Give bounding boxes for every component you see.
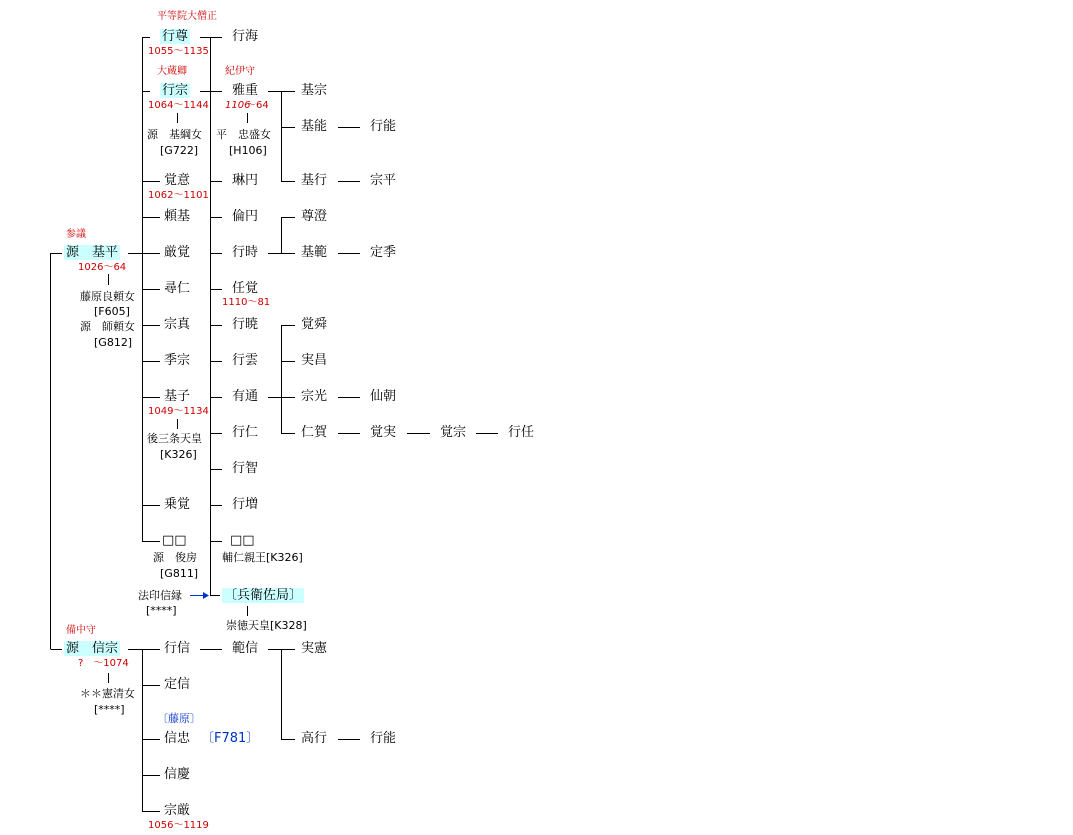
person-motomune[interactable]: 基宗	[301, 83, 328, 98]
spouse-hyoe: 崇徳天皇[K328]	[226, 619, 307, 632]
arrow-icon	[190, 592, 209, 599]
person-norinobu[interactable]: 範信	[232, 641, 259, 656]
person-gyouson[interactable]: 行尊	[162, 29, 189, 44]
nobumune-title: 備中守	[66, 625, 96, 636]
person-motoko[interactable]: 基子	[164, 389, 191, 404]
person-nobuyoshi[interactable]: 信慶	[164, 767, 191, 782]
nobutada-clan: 〔藤原〕	[157, 712, 201, 725]
spouse-motohira-2: 源 師頼女	[80, 320, 135, 333]
person-yukitoki[interactable]: 行時	[232, 245, 259, 260]
motohira-title: 参議	[66, 229, 86, 240]
person-kakujitsu[interactable]: 覚実	[370, 425, 397, 440]
masashige-dates-a: 1106	[225, 100, 251, 111]
person-joukaku[interactable]: 乗覚	[164, 497, 191, 512]
spouse-masashige: 平 忠盛女	[216, 128, 271, 141]
person-munehira[interactable]: 宗平	[370, 173, 397, 188]
person-jinnin[interactable]: 尋仁	[164, 281, 191, 296]
person-gyouchi[interactable]: 行智	[232, 461, 259, 476]
nobumune-dates: ? 〜1074	[78, 658, 129, 669]
person-ninkaku[interactable]: 任覚	[232, 281, 259, 296]
person-masashige[interactable]: 雅重	[232, 83, 259, 98]
person-raiki[interactable]: 頼基	[164, 209, 191, 224]
yukimune-title: 大蔵卿	[157, 66, 187, 77]
person-unknown2[interactable]: □□	[230, 533, 255, 548]
person-gyouzou[interactable]: 行増	[232, 497, 259, 512]
person-gyoukai[interactable]: 行海	[232, 29, 259, 44]
person-kakushun[interactable]: 覚舜	[301, 317, 328, 332]
person-munemitsu[interactable]: 宗光	[301, 389, 328, 404]
person-sonchou[interactable]: 尊澄	[301, 209, 328, 224]
person-nobutada[interactable]: 信忠	[164, 731, 191, 746]
spouse-ref: [G722]	[160, 144, 199, 157]
person-yukinobu[interactable]: 行信	[164, 641, 191, 656]
person-aritsu[interactable]: 有通	[232, 389, 259, 404]
motoko-dates: 1049〜1134	[148, 406, 209, 417]
person-takayuki[interactable]: 高行	[301, 731, 328, 746]
person-rinen[interactable]: 琳円	[232, 173, 259, 188]
person-gyougyou[interactable]: 行暁	[232, 317, 259, 332]
person-hyoe[interactable]: 〔兵衛佐局〕	[224, 588, 303, 603]
person-gyounou1[interactable]: 行能	[370, 119, 397, 134]
person-ninga[interactable]: 仁賀	[301, 425, 328, 440]
person-soushin[interactable]: 宗真	[164, 317, 191, 332]
person-gyounou2[interactable]: 行能	[370, 731, 397, 746]
houin-ref: [****]	[146, 604, 177, 617]
spouse-unknown2: 輔仁親王[K326]	[222, 551, 303, 564]
motohira-dates: 1026〜64	[78, 262, 127, 273]
person-gyounin2[interactable]: 行任	[508, 425, 535, 440]
spouse-ref: [G811]	[160, 567, 199, 580]
person-motoyoshi[interactable]: 基能	[301, 119, 328, 134]
person-kisou[interactable]: 季宗	[164, 353, 191, 368]
person-rinen2[interactable]: 倫円	[232, 209, 259, 224]
spouse-motohira-1: 藤原良頼女	[80, 290, 135, 303]
person-motonori[interactable]: 基範	[301, 245, 328, 260]
spouse-unknown1: 源 俊房	[153, 551, 197, 564]
person-sentyou[interactable]: 仙朝	[370, 389, 397, 404]
person-jitsuken[interactable]: 実憲	[301, 641, 328, 656]
person-motoyuki[interactable]: 基行	[301, 173, 328, 188]
masashige-dates-b: 〜64	[246, 100, 269, 111]
person-gyounin[interactable]: 行仁	[232, 425, 259, 440]
person-motohira[interactable]: 源 基平	[66, 245, 119, 260]
spouse-ref: [F605]	[94, 305, 130, 318]
person-jisshou[interactable]: 実昌	[301, 353, 328, 368]
gyouson-title: 平等院大僧正	[157, 11, 217, 22]
nobutada-ref-link[interactable]: 〔F781〕	[201, 731, 260, 746]
spouse-ref: [H106]	[229, 144, 267, 157]
spouse-ref: [G812]	[94, 336, 133, 349]
person-sadanobu[interactable]: 定信	[164, 677, 191, 692]
gyouson-dates: 1055〜1135	[148, 46, 209, 57]
spouse-yukimune: 源 基綱女	[147, 128, 202, 141]
person-kakui[interactable]: 覚意	[164, 173, 191, 188]
person-houin[interactable]: 法印信縁	[138, 589, 182, 602]
masashige-title: 紀伊守	[225, 66, 255, 77]
spouse-ref: [K326]	[160, 448, 197, 461]
spouse-ref: [****]	[94, 703, 125, 716]
sougen-dates: 1056〜1119	[148, 820, 209, 831]
person-kakusou[interactable]: 覚宗	[440, 425, 467, 440]
person-sadasue[interactable]: 定季	[370, 245, 397, 260]
spouse-motoko: 後三条天皇	[147, 432, 202, 445]
person-yukimune[interactable]: 行宗	[162, 83, 189, 98]
yukimune-dates: 1064〜1144	[148, 100, 209, 111]
person-genkaku[interactable]: 厳覚	[164, 245, 191, 260]
person-gyouun[interactable]: 行雲	[232, 353, 259, 368]
person-unknown1[interactable]: □□	[162, 533, 187, 548]
kakui-dates: 1062〜1101	[148, 190, 209, 201]
person-sougen[interactable]: 宗厳	[164, 803, 191, 818]
spouse-nobumune: ＊＊憲清女	[80, 687, 135, 700]
person-nobumune[interactable]: 源 信宗	[66, 641, 119, 656]
ninkaku-dates: 1110〜81	[222, 297, 271, 308]
